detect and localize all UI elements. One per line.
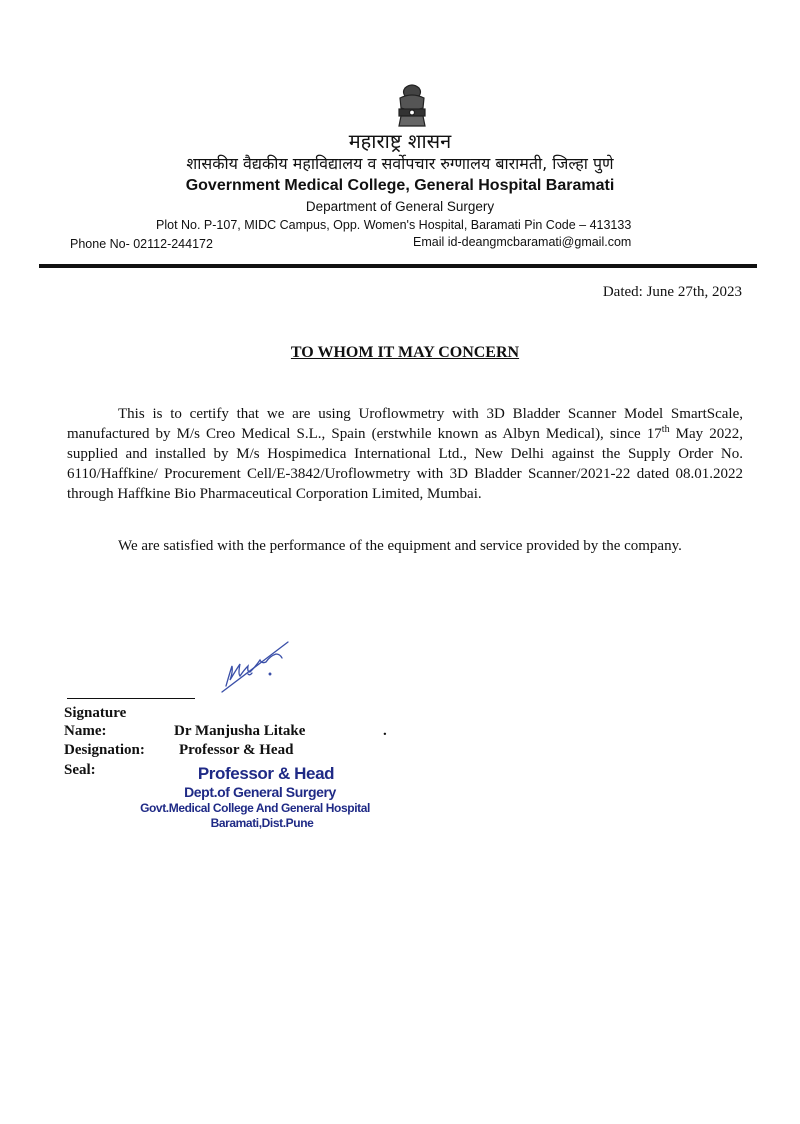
seal-label: Seal: [64, 762, 96, 778]
seal-line-3: Govt.Medical College And General Hospital [140, 801, 370, 815]
seal-line-4: Baramati,Dist.Pune [210, 816, 314, 830]
paragraph-1-text-a: This is to certify that we are using Uroflowmetry with 3D Bladder Scanner Model SmartScale, manufactured by M/s Creo Medical S.L., Spain (erstwhile known as Albyn Medical), since 17 [67, 406, 743, 442]
letterhead-email: Email id-deangmcbaramati@gmail.com [413, 235, 632, 249]
signature-label: Signature [64, 705, 127, 721]
letterhead-department: Department of General Surgery [305, 199, 495, 214]
letterhead-state-name: महाराष्ट्र शासन [348, 129, 452, 153]
name-label: Name: [64, 723, 107, 739]
letter-title: TO WHOM IT MAY CONCERN [290, 344, 520, 361]
paragraph-1-text-b: May 2022, supplied and installed by M/s Hospimedica International Ltd., New Delhi against the Supply Order No. 6110/Haffkine/ Procurement Cell/E-3842/Uroflowmetry with 3D Bladder Scanner/2021-22 dated 08.01.2022 through Haffkine Bio Pharmaceutical Corporation Limited, Mumbai. [67, 426, 743, 502]
letterhead-institution-name: Government Medical College, General Hospital Baramati [185, 177, 615, 194]
name-value: Dr Manjusha Litake [174, 723, 306, 739]
letter-paragraph-1 [67, 404, 743, 504]
letterhead-phone: Phone No- 02112-244172 [70, 237, 213, 251]
letterhead-divider [39, 264, 757, 268]
trailing-mark: . [383, 723, 387, 739]
signature-line [67, 698, 195, 699]
letter-date: Dated: June 27th, 2023 [602, 284, 742, 300]
seal-line-2: Dept.of General Surgery [184, 784, 336, 800]
designation-label: Designation: [64, 742, 145, 758]
seal-line-1: Professor & Head [197, 764, 335, 783]
handwritten-signature [218, 634, 294, 694]
letterhead-institution-marathi: शासकीय वैद्यकीय महाविद्यालय व सर्वोपचार रुग्णालय बारामती, जिल्हा पुणे [186, 154, 614, 173]
official-seal-stamp [110, 764, 400, 830]
letter-paragraph-2: We are satisfied with the performance of the equipment and service provided by the company. [118, 538, 682, 554]
designation-value: Professor & Head [179, 742, 294, 758]
letterhead-address: Plot No. P-107, MIDC Campus, Opp. Women's Hospital, Baramati Pin Code – 413133 [156, 218, 632, 232]
paragraph-1-superscript: th [661, 424, 670, 435]
